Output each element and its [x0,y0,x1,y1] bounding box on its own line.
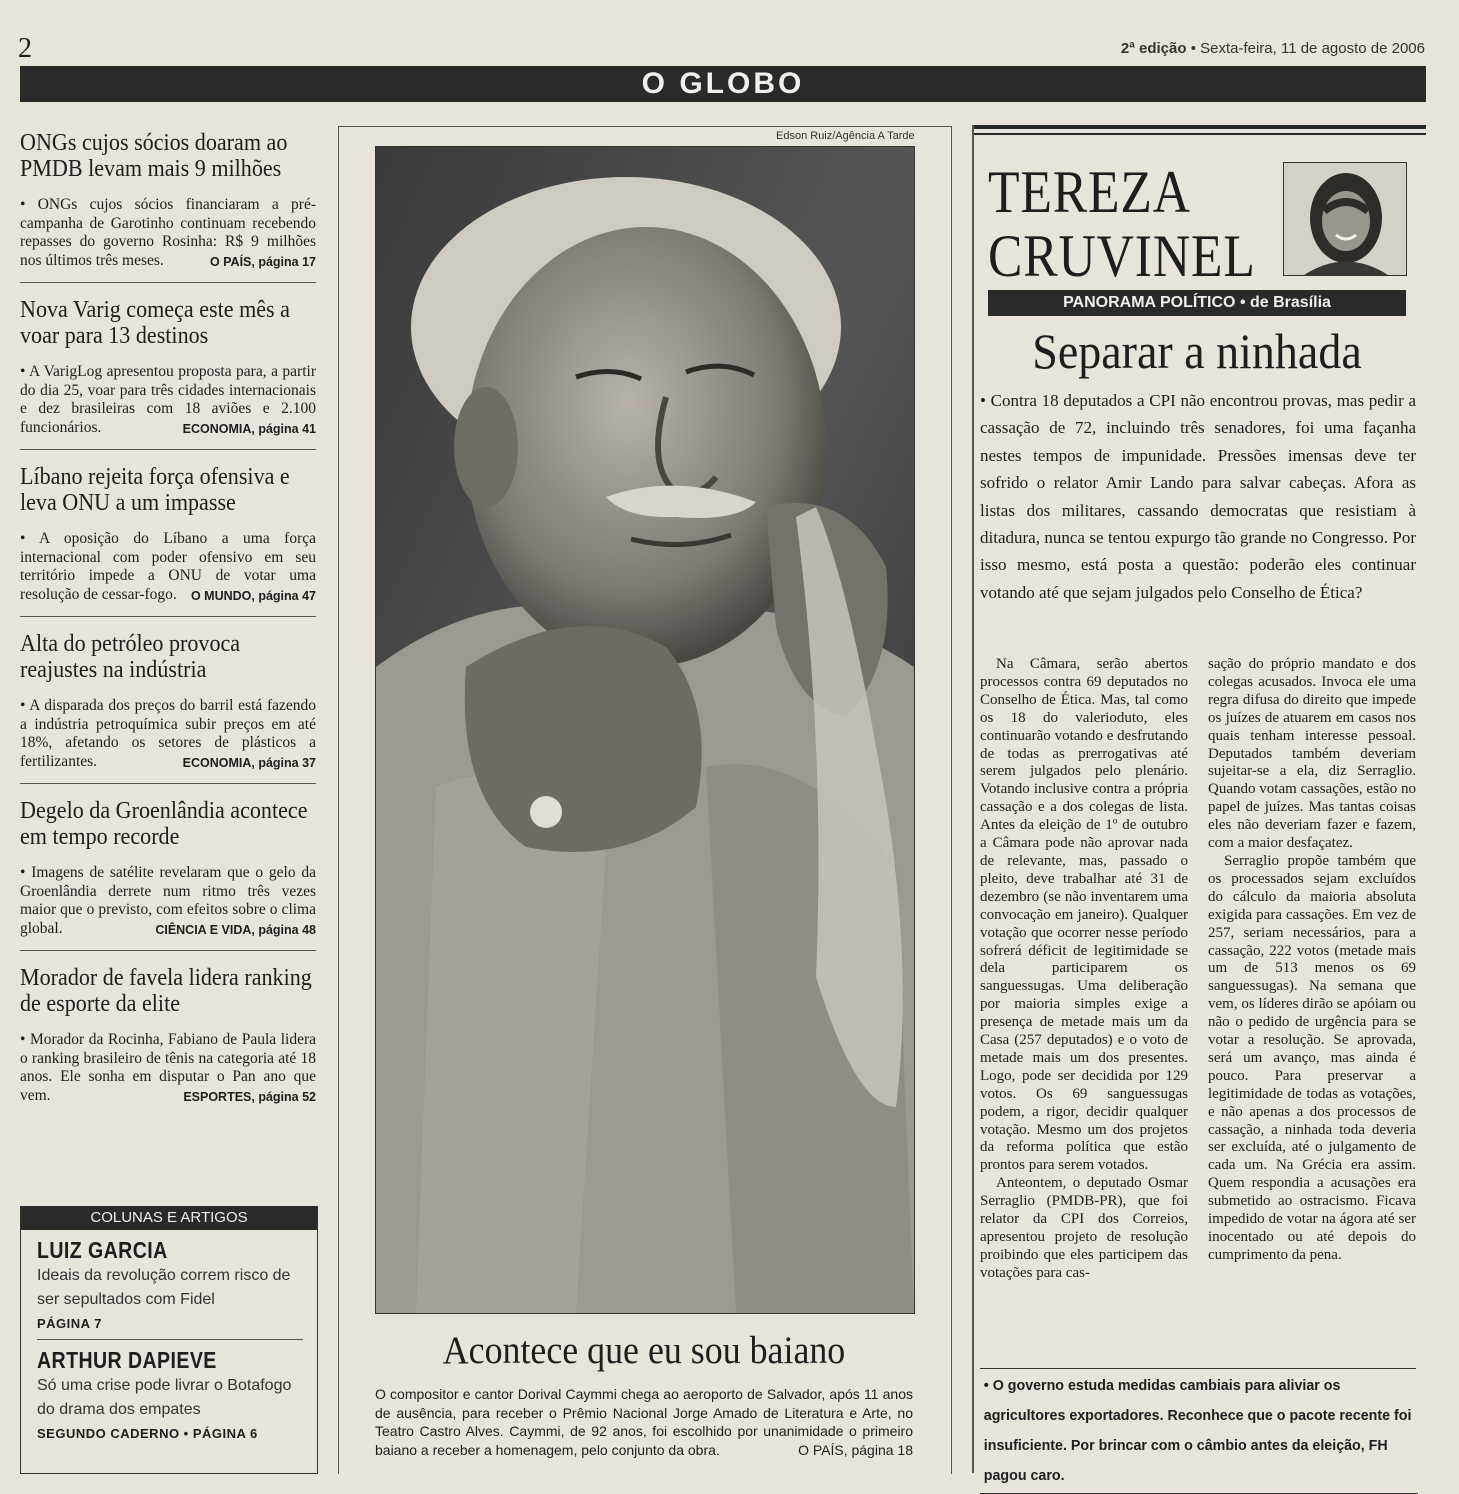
columnist-name: LUIZ GARCIA [37,1237,168,1263]
photo-caption-ref: O PAÍS, página 18 [798,1441,913,1458]
news-briefs [20,130,316,1131]
body-paragraph: Na Câmara, serão abertos processos contra 69 deputados no Conselho de Ética. Mas, tal como os 18 do valerioduto, eles continuarão votando e desfrutando de todas as prerrogativas até serem julgados pelo plenário. Votando inclusive contra a própria cassação e a dos colegas de lista. Antes da eleição de 1º de outubro a Câmara pode não aprovar nada de relevante, mas, passado o pleito, deve trabalhar até 31 de dezembro (se não inventarem uma convocação em janeiro). Qualquer votação que ocorrer nesse período sofrerá déficit de legitimidade se dela participarem os sanguessugas. Uma deliberação por maioria simples exige a presença de metade mais um da Casa (257 deputados) e o voto de metade mais um dos presentes. Logo, pode ser decidida por 129 votos. Os 69 sanguessugas podem, a rigor, decidir qualquer votação. Mesmo um dos projetos da reforma política que estão prontos para serem votados. [980,656,1188,1174]
brief-ref: ECONOMIA, página 37 [182,755,316,770]
column-top-rule [972,125,1426,129]
column-side-rule [972,125,974,1473]
brief-text: • A VarigLog apresentou proposta para, a partir do dia 25, voar para três cidades internacionais e dez brasileiras com 18 aviões e 2.100 funcionários. ECONOMIA, página 41 [20,363,316,437]
column-body-right [1208,656,1416,1265]
columnist-teaser: Ideais da revolução correm risco de ser sepultados com Fidel [37,1267,291,1308]
portrait-illustration [376,147,914,1313]
photo-caption: O compositor e cantor Dorival Caymmi chega ao aeroporto de Salvador, após 11 anos de ausência, para receber o Prêmio Nacional Jorge Amado de Literatura e Arte, no Teatro Castro Alves. Caymmi, de 92 anos, foi escolhido por unanimidade o primeiro baiano a receber a homenagem, pelo conjunto da obra. O PAÍS, página 18 [375,1386,913,1458]
brief-item [20,798,316,951]
brief-item [20,297,316,450]
author-last-name: CRUVINEL [988,223,1256,289]
brief-title: Nova Varig começa este mês a voar para 13 destinos [20,297,290,349]
body-paragraph: sação do próprio mandato e dos colegas acusados. Invoca ele uma regra difusa do direito que impede os juízes de atuarem em casos nos quais tenham interesse pessoal. Deputados também deveriam sujeitar-se a ela, diz Serraglio. Quando votam cassações, estão no papel de juízes. Mas tantas coisas eles não deveriam fazer e fazem, com a maior desfaçatez. [1208,656,1416,852]
column-top-rule-thin [972,133,1426,135]
brief-text: • ONGs cujos sócios financiaram a pré-campanha de Garotinho continuam recebendo repasses do governo Rosinha: R$ 9 milhões nos últimos três meses. O PAÍS, página 17 [20,196,316,270]
photo-credit: Edson Ruiz/Agência A Tarde [776,130,915,142]
page-number: 2 [18,33,32,64]
brief-text: • Imagens de satélite revelaram que o gelo da Groenlândia derrete num ritmo três vezes maior que o previsto, com efeitos sobre o clima global. CIÊNCIA E VIDA, página 48 [20,864,316,938]
column-body-left [980,656,1188,1283]
brief-title: Alta do petróleo provoca reajustes na indústria [20,631,241,683]
brief-text: • A disparada dos preços do barril está fazendo a indústria petroquímica subir preços em até 18%, afetando os setores de plásticos a fertilizantes. ECONOMIA, página 37 [20,697,316,771]
brief-title: ONGs cujos sócios doaram ao PMDB levam mais 9 milhões [20,130,288,182]
brief-ref: ESPORTES, página 52 [183,1089,316,1104]
brief-item [20,130,316,283]
brief-ref: CIÊNCIA E VIDA, página 48 [155,922,316,937]
brief-item [20,965,316,1117]
column-lead: • Contra 18 deputados a CPI não encontrou provas, mas pedir a cassação de 72, incluindo três senadores, foi uma façanha nestes tempos de impunidade. Pressões imensas deve ter sofrido o relator Amir Lando para salvar cabeças. Afora as listas dos militares, cassando democratas que resistiam à ditadura, nunca se tentou expurgo tão grande no Congresso. Por isso mesmo, está posta a questão: poderão eles continuar votando até que sejam julgados pelo Conselho de Ética? [980,391,1416,602]
body-paragraph: Anteontem, o deputado Osmar Serraglio (PMDB-PR), que foi relator da CPI dos Correios, apresentou projeto de resolução proibindo que eles participem das votações para cas- [980,1175,1188,1281]
author-portrait-illustration [1284,163,1406,275]
photo-headline: Acontece que eu sou baiano [442,1329,846,1372]
columnist-entry [37,1236,303,1340]
author-first-name: TEREZA [988,159,1191,225]
columnist-ref: SEGUNDO CADERNO • PÁGINA 6 [37,1426,258,1441]
brief-item [20,631,316,784]
brief-text: • A oposição do Líbano a uma força internacional com poder ofensivo em seu território impede a ONU de votar uma resolução de cessar-fogo. O MUNDO, página 47 [20,530,316,604]
colunas-heading: COLUNAS E ARTIGOS [21,1206,317,1230]
brief-title: Degelo da Groenlândia acontece em tempo recorde [20,798,308,850]
column-footnote [980,1368,1416,1494]
brief-text: • Morador da Rocinha, Fabiano de Paula lidera o ranking brasileiro de tênis na categoria até 18 anos. Ele sonha em disputar o Pan ano que vem. ESPORTES, página 52 [20,1031,316,1105]
columnist-ref: PÁGINA 7 [37,1316,102,1331]
photo-portrait [375,146,915,1314]
edition-date [1121,40,1425,58]
author-photo [1283,162,1407,276]
columnist-name: ARTHUR DAPIEVE [37,1347,217,1373]
column-headline: Separar a ninhada [1032,323,1362,379]
body-paragraph: Serraglio propõe também que os processados sejam excluídos do cálculo da maioria absoluta exigida para cassações. Em vez de 257, seriam necessários, para a cassação, 222 votos (metade mais um de 513 menos os 69 sanguessugas). Na semana que vem, os líderes dirão se apóiam ou não o pedido de urgência para se votar a resolução. Se aprovada, será um avanço, mas ainda é pouco. Para preservar a legitimidade de todas as votações, e não apenas a dos processos de cassação, a ninhada toda deveria ser excluída, até o julgamento de cada um. Na Grécia era assim. Quem respondia a acusações era submetido ao ostracismo. Ficava impedido de votar na ágora até ser inocentado ou até depois do cumprimento da pena. [1208,852,1416,1263]
footnote-text: • O governo estuda medidas cambiais para aliviar os agricultores exportadores. Reconhece que o pacote recente foi insuficiente. Por brincar com o câmbio antes da eleição, FH pagou caro. [980,1369,1418,1494]
author-name [988,160,1256,288]
brief-title: Morador de favela lidera ranking de esporte da elite [20,965,312,1017]
brief-ref: O PAÍS, página 17 [209,254,316,269]
brief-ref: ECONOMIA, página 41 [182,421,316,436]
date-text: • Sexta-feira, 11 de agosto de 2006 [1190,40,1425,57]
brief-item [20,464,316,617]
brief-title: Líbano rejeita força ofensiva e leva ONU a um impasse [20,464,290,516]
colunas-box [20,1206,318,1474]
section-banner: PANORAMA POLÍTICO • de Brasília [988,290,1406,316]
brief-ref: O MUNDO, página 47 [190,588,316,603]
columnist-teaser: Só uma crise pode livrar o Botafogo do drama dos empates [37,1377,292,1418]
masthead: O GLOBO [20,66,1426,102]
columnist-entry [37,1346,303,1449]
edition-label: 2ª edição [1120,40,1187,57]
